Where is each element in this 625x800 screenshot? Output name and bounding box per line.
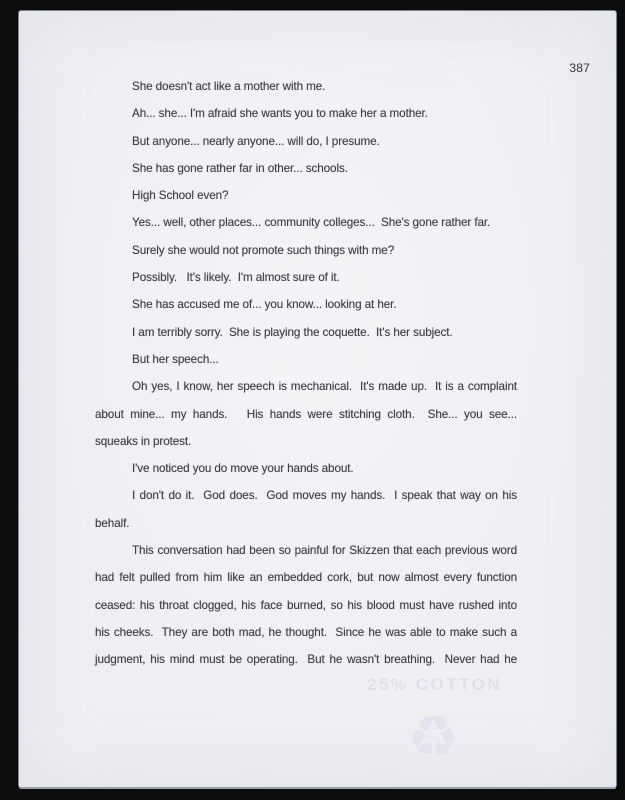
text-line: She has gone rather far in other... schools. <box>132 161 348 175</box>
recycle-watermark-icon: ♻ <box>407 703 459 771</box>
text-block <box>95 73 517 674</box>
text-line: I don't do it. God does. God moves my hands. I speak that way on his <box>132 489 517 503</box>
text-line: But anyone... nearly anyone... will do, I presume. <box>132 134 380 148</box>
manuscript-page <box>19 11 616 787</box>
text-line: This conversation had been so painful for Skizzen that each previous word <box>132 544 517 558</box>
page-number: 387 <box>569 61 590 75</box>
text-line: I've noticed you do move your hands about. <box>132 462 354 476</box>
text-line: Ah... she... I'm afraid she wants you to make her a mother. <box>132 107 428 121</box>
text-line: Oh yes, I know, her speech is mechanical. It's made up. It is a complaint <box>132 380 517 394</box>
text-line: But her speech... <box>132 352 219 366</box>
text-line: I am terribly sorry. She is playing the coquette. It's her subject. <box>132 325 453 339</box>
text-line: judgment, his mind must be operating. But he wasn't breathing. Never had he <box>95 653 517 667</box>
text-line: Yes... well, other places... community colleges... She's gone rather far. <box>132 216 491 230</box>
text-line: about mine... my hands. His hands were stitching cloth. She... you see... <box>95 407 517 421</box>
text-line: behalf. <box>95 516 130 530</box>
text-line: had felt pulled from him like an embedded cork, but now almost every function <box>95 571 517 585</box>
text-line: Surely she would not promote such things with me? <box>132 243 395 257</box>
paper-watermark-text: 25% COTTON <box>367 675 503 694</box>
text-line: High School even? <box>132 189 229 203</box>
text-line: ceased: his throat clogged, his face burned, so his blood must have rushed into <box>95 598 517 612</box>
text-line: She has accused me of... you know... looking at her. <box>132 298 397 312</box>
text-line: squeaks in protest. <box>95 434 192 448</box>
text-line: She doesn't act like a mother with me. <box>132 80 326 93</box>
text-line: Possibly. It's likely. I'm almost sure of it. <box>132 271 340 285</box>
text-line: his cheeks. They are both mad, he thought. Since he was able to make such a <box>95 625 517 639</box>
